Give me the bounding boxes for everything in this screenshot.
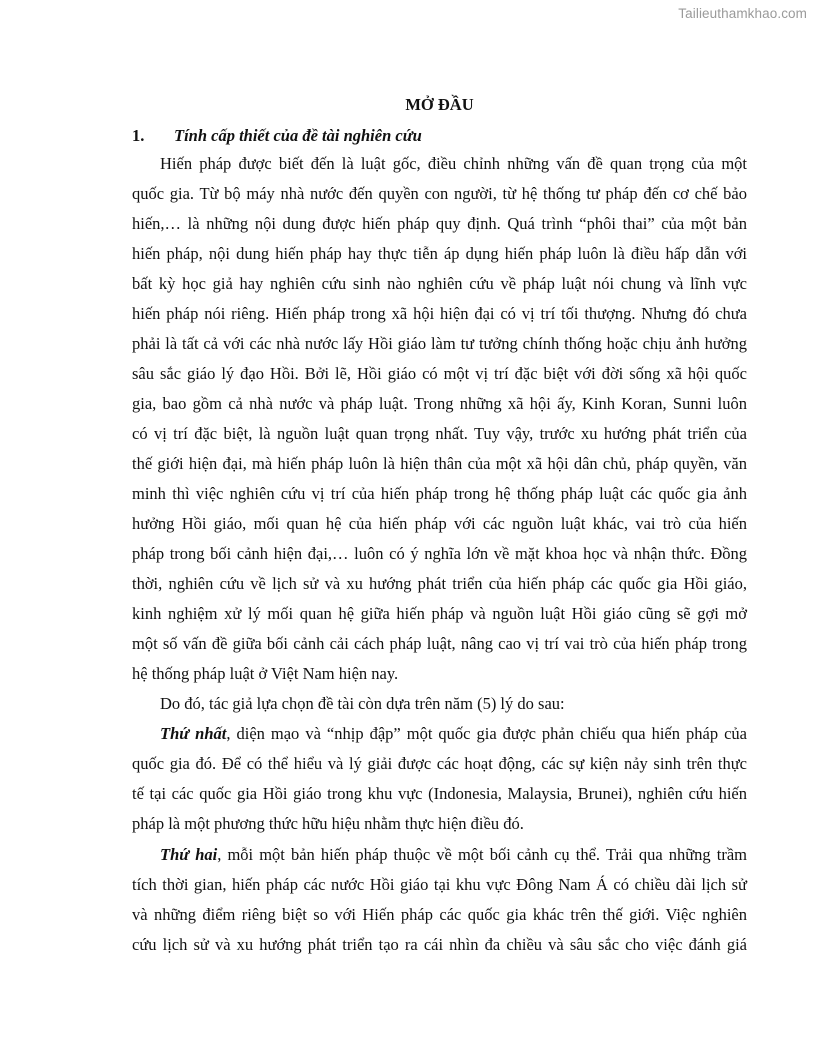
section-heading-text: Tính cấp thiết của đề tài nghiên cứu	[174, 126, 422, 145]
paragraph-1-line: hiến pháp, nội dung hiến pháp hay thực tiễn áp dụng hiến pháp luôn là điều hấp dẫn với	[132, 244, 747, 263]
paragraph-3-line	[132, 724, 747, 744]
paragraph-1-line: Hiến pháp được biết đến là luật gốc, điều chỉnh những vấn đề quan trọng của một	[160, 154, 747, 173]
paragraph-1-line: một số vấn đề giữa bối cảnh cải cách pháp luật, nâng cao vị trí vai trò của hiến pháp trong	[132, 634, 747, 653]
watermark: Tailieuthamkhao.com	[678, 6, 807, 21]
paragraph-1-line: hiến,… là những nội dung được hiến pháp quy định. Quá trình “phôi thai” của một bản	[132, 214, 747, 233]
paragraph-4-line	[132, 845, 747, 865]
paragraph-1-line: hiến pháp nói riêng. Hiến pháp trong xã hội hiện đại có vị trí tối thượng. Nhưng đó chưa	[132, 304, 747, 323]
paragraph-4-text: , mỗi một bản hiến pháp thuộc về một bối cảnh cụ thể. Trải qua những trầm	[217, 845, 747, 864]
paragraph-1-line: hưởng Hồi giáo, mối quan hệ của hiến pháp với các nguồn luật khác, vai trò của hiến	[132, 514, 747, 533]
paragraph-1-line: thế giới hiện đại, mà hiến pháp luôn là hiện thân của một xã hội dân chủ, pháp quyền, văn	[132, 454, 747, 473]
paragraph-4-line: và những điểm riêng biệt so với Hiến pháp các quốc gia khác trên thế giới. Việc nghiên	[132, 905, 747, 924]
paragraph-1-line: sâu sắc giáo lý đạo Hồi. Bởi lẽ, Hồi giáo có một vị trí đặc biệt với đời sống xã hội quốc	[132, 364, 747, 383]
paragraph-2: Do đó, tác giả lựa chọn đề tài còn dựa trên năm (5) lý do sau:	[160, 694, 565, 713]
paragraph-3-lead: Thứ nhất	[160, 724, 227, 743]
paragraph-1-line: kinh nghiệm xử lý mối quan hệ giữa hiến pháp và nguồn luật Hồi giáo cũng sẽ gợi mở	[132, 604, 747, 623]
paragraph-1-line: thời, nghiên cứu về lịch sử và xu hướng phát triển của hiến pháp các quốc gia Hồi giáo,	[132, 574, 747, 593]
paragraph-1-line: quốc gia. Từ bộ máy nhà nước đến quyền con người, từ hệ thống tư pháp đến cơ chế bảo	[132, 184, 747, 203]
paragraph-1-line: bất kỳ học giả hay nghiên cứu sinh nào nghiên cứu về pháp luật nói chung và lĩnh vực	[132, 274, 747, 293]
paragraph-4-line: tích thời gian, hiến pháp các nước Hồi giáo tại khu vực Đông Nam Á có chiều dài lịch sử	[132, 875, 747, 894]
paragraph-1-line: minh thì việc nghiên cứu vị trí của hiến pháp trong hệ thống pháp luật các quốc gia ảnh	[132, 484, 747, 503]
section-number: 1.	[132, 126, 145, 145]
paragraph-3-line: tế tại các quốc gia Hồi giáo trong khu vực (Indonesia, Malaysia, Brunei), nghiên cứu hiến	[132, 784, 747, 803]
paragraph-1-line: gia, bao gồm cả nhà nước và pháp luật. Trong những xã hội ấy, Kinh Koran, Sunni luôn	[132, 394, 747, 413]
paragraph-1-line: phải là tất cả với các nhà nước lấy Hồi giáo làm tư tưởng chính thống hoặc chịu ảnh hưởng	[132, 334, 747, 353]
paragraph-4-line: cứu lịch sử và xu hướng phát triển tạo ra cái nhìn đa chiều và sâu sắc cho việc đánh giá	[132, 935, 747, 954]
section-heading	[132, 126, 422, 146]
page-title: MỞ ĐẦU	[405, 95, 474, 114]
paragraph-3-line: pháp là một phương thức hữu hiệu nhằm thực hiện điều đó.	[132, 814, 524, 833]
paragraph-1-line: có vị trí đặc biệt, là nguồn luật quan trọng nhất. Tuy vậy, trước xu hướng phát triển của	[132, 424, 747, 443]
paragraph-1-line: hệ thống pháp luật ở Việt Nam hiện nay.	[132, 664, 399, 683]
paragraph-4-lead: Thứ hai	[160, 845, 218, 864]
paragraph-1-line: pháp trong bối cảnh hiện đại,… luôn có ý nghĩa lớn về mặt khoa học và nhận thức. Đồng	[132, 544, 747, 563]
paragraph-3-text: , diện mạo và “nhịp đập” một quốc gia được phản chiếu qua hiến pháp của	[226, 724, 748, 743]
paragraph-3-line: quốc gia đó. Để có thể hiểu và lý giải được các hoạt động, các sự kiện nảy sinh trên thực	[132, 754, 747, 773]
